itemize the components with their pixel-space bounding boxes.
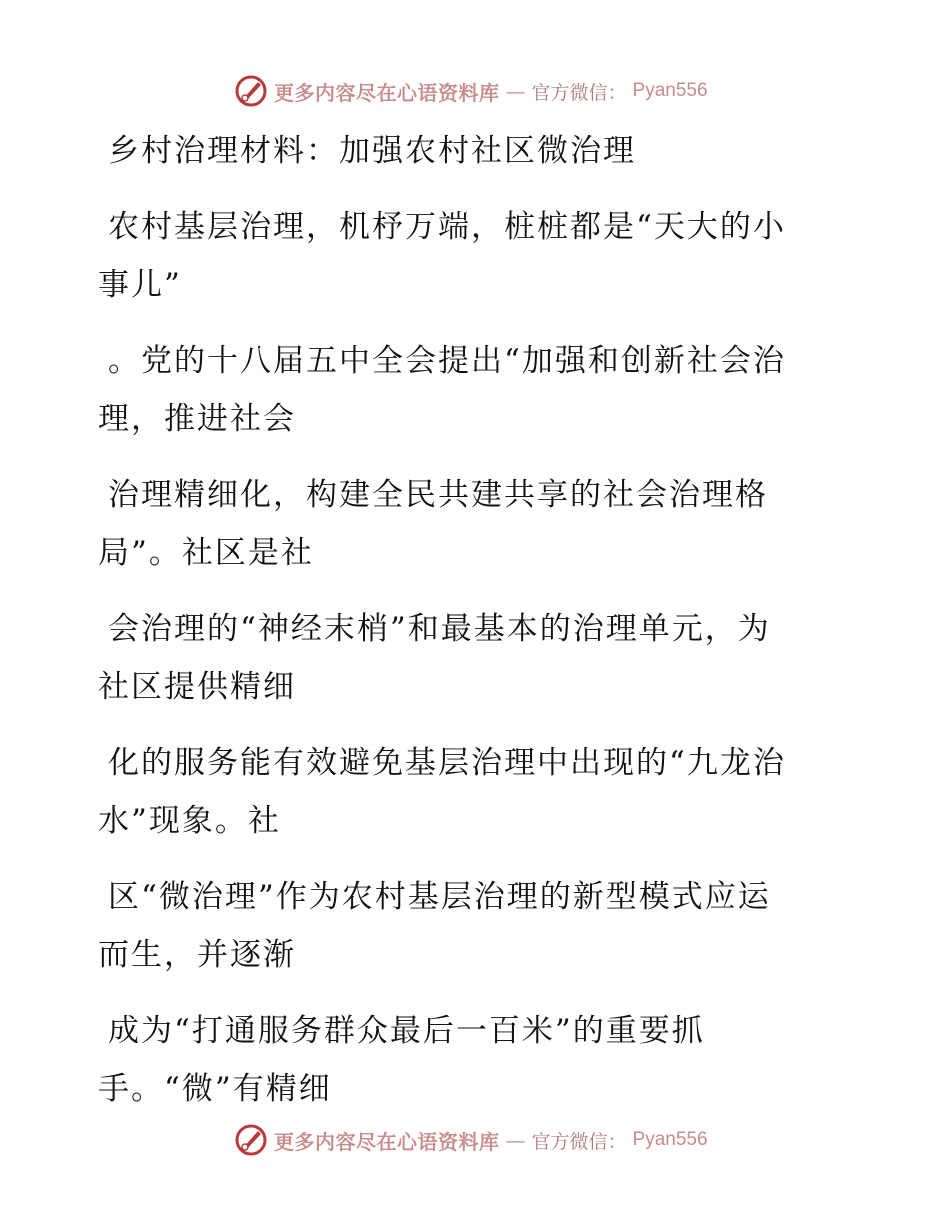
text-line: 成为“打通服务群众最后一百米”的重要抓 — [108, 1013, 705, 1049]
watermark-text: 更多内容尽在心语资料库 — [274, 1129, 500, 1154]
text-line: 理，推进社会 — [98, 401, 296, 437]
text-line: 农村基层治理，机杼万端，桩桩都是“天大的小 — [108, 209, 786, 245]
watermark-wechat-id: Pyan556 — [632, 80, 708, 101]
watermark-separator: — — [505, 1128, 526, 1152]
watermark-label: 官方微信： — [531, 81, 627, 104]
text-line: 水”现象。社 — [98, 803, 281, 839]
text-line: 会治理的“神经末梢”和最基本的治理单元，为 — [108, 611, 771, 647]
text-line: 而生，并逐渐 — [98, 937, 296, 973]
document-body — [98, 122, 843, 1118]
document-title: 乡村治理材料：加强农村社区微治理 — [108, 133, 636, 169]
text-line: 手。“微”有精细 — [98, 1071, 332, 1107]
watermark-text: 更多内容尽在心语资料库 — [274, 80, 500, 105]
watermark-label: 官方微信： — [531, 1130, 627, 1153]
red-quill-seal-icon — [234, 74, 268, 108]
text-line: 化的服务能有效避免基层治理中出现的“九龙治 — [108, 745, 786, 781]
footer-watermark — [234, 1122, 708, 1158]
text-line: 治理精细化，构建全民共建共享的社会治理格 — [108, 477, 768, 513]
text-line: 。党的十八届五中全会提出“加强和创新社会治 — [108, 343, 786, 379]
header-watermark — [234, 73, 708, 109]
watermark-wechat-id: Pyan556 — [632, 1129, 708, 1150]
text-line: 局”。社区是社 — [98, 535, 314, 571]
red-quill-seal-icon — [234, 1123, 268, 1157]
watermark-separator: — — [505, 79, 526, 103]
text-line: 事儿” — [98, 267, 182, 303]
text-line: 社区提供精细 — [98, 669, 296, 705]
text-line: 区“微治理”作为农村基层治理的新型模式应运 — [108, 879, 771, 915]
